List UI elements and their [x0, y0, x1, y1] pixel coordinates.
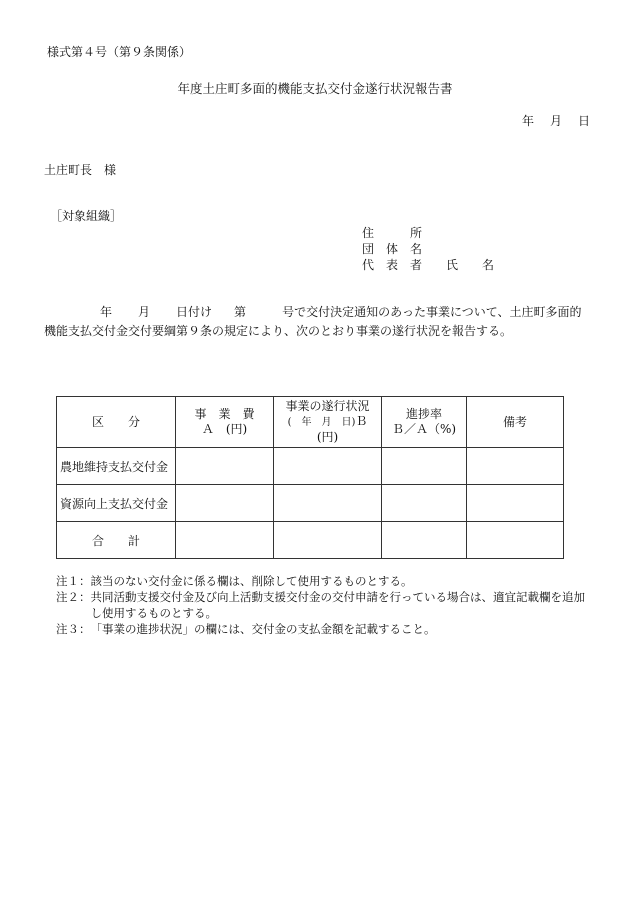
table-row	[57, 485, 564, 522]
note-2	[56, 589, 596, 621]
row-label: 資源向上支払交付金	[57, 485, 176, 522]
form-number: 様式第４号（第９条関係）	[47, 45, 192, 59]
header-category: 区 分	[57, 397, 176, 448]
header-progress-line2: Ｂ／Ａ（%)	[391, 422, 457, 436]
header-progress-line1: 進捗率	[405, 407, 442, 421]
group-name-label: 団 体 名	[362, 242, 423, 256]
body-month: 月	[138, 305, 151, 319]
table-row-total	[57, 522, 564, 559]
target-organization-heading: ［対象組織］	[50, 209, 123, 223]
cell-progress[interactable]	[382, 448, 467, 485]
header-status	[274, 397, 382, 448]
address-row	[362, 224, 422, 241]
body-line-1	[44, 303, 589, 322]
note-1	[56, 573, 596, 589]
note-key: 注２：	[56, 590, 91, 604]
cell-progress[interactable]	[382, 485, 467, 522]
header-cost-line1: 事 業 費	[194, 407, 255, 421]
header-status-date: ( 年 月 日)	[287, 417, 356, 428]
cell-status[interactable]	[274, 448, 382, 485]
representative-row	[362, 256, 494, 273]
cell-status[interactable]	[274, 485, 382, 522]
address-label: 住 所	[362, 226, 423, 240]
body-day-suffix: 日付け	[176, 305, 213, 319]
body-year: 年	[100, 305, 113, 319]
note-text: 該当のない交付金に係る欄は、削除して使用するものとする。	[90, 574, 413, 588]
cell-remarks[interactable]	[467, 522, 564, 559]
note-3	[56, 621, 596, 637]
document-title: 年度土庄町多面的機能支払交付金遂行状況報告書	[177, 81, 453, 96]
row-label-total: 合 計	[57, 522, 176, 559]
header-progress	[382, 397, 467, 448]
header-cost	[176, 397, 274, 448]
group-name-row	[362, 240, 422, 257]
date-year-label: 年	[522, 114, 535, 128]
body-dai: 第	[234, 305, 247, 319]
cell-remarks[interactable]	[467, 448, 564, 485]
cell-cost[interactable]	[176, 522, 274, 559]
notes	[56, 573, 596, 637]
note-key: 注１：	[56, 574, 91, 588]
representative-label: 代 表 者 氏 名	[362, 258, 495, 272]
table-row	[57, 448, 564, 485]
cell-cost[interactable]	[176, 485, 274, 522]
date-line	[522, 114, 590, 128]
row-label: 農地維持支払交付金	[57, 448, 176, 485]
note-text: 共同活動支援交付金及び向上活動支援交付金の交付申請を行っている場合は、適宜記載欄を追加し使用するものとする。	[90, 590, 585, 620]
header-cost-line2: Ａ (円)	[201, 422, 248, 436]
cell-status[interactable]	[274, 522, 382, 559]
body-line-1-rest: 号で交付決定通知のあった事業について、土庄町多面的	[282, 305, 582, 319]
cell-remarks[interactable]	[467, 485, 564, 522]
header-status-line2	[274, 414, 381, 430]
report-table	[56, 396, 564, 559]
date-day-label: 日	[578, 114, 591, 128]
body-line-2: 機能支払交付金交付要綱第９条の規定により、次のとおり事業の遂行状況を報告する。	[44, 324, 513, 338]
note-text: 「事業の進捗状況」の欄には、交付金の支払金額を記載すること。	[90, 622, 436, 636]
header-status-b: Ｂ	[355, 414, 368, 428]
body-paragraph	[44, 303, 589, 341]
note-key: 注３：	[56, 622, 91, 636]
date-month-label: 月	[550, 114, 563, 128]
cell-cost[interactable]	[176, 448, 274, 485]
header-status-line3: (円)	[316, 430, 339, 444]
cell-progress[interactable]	[382, 522, 467, 559]
header-remarks: 備考	[467, 397, 564, 448]
table-header-row	[57, 397, 564, 448]
header-status-line1: 事業の遂行状況	[285, 399, 370, 413]
addressee: 土庄町長 様	[44, 163, 117, 177]
